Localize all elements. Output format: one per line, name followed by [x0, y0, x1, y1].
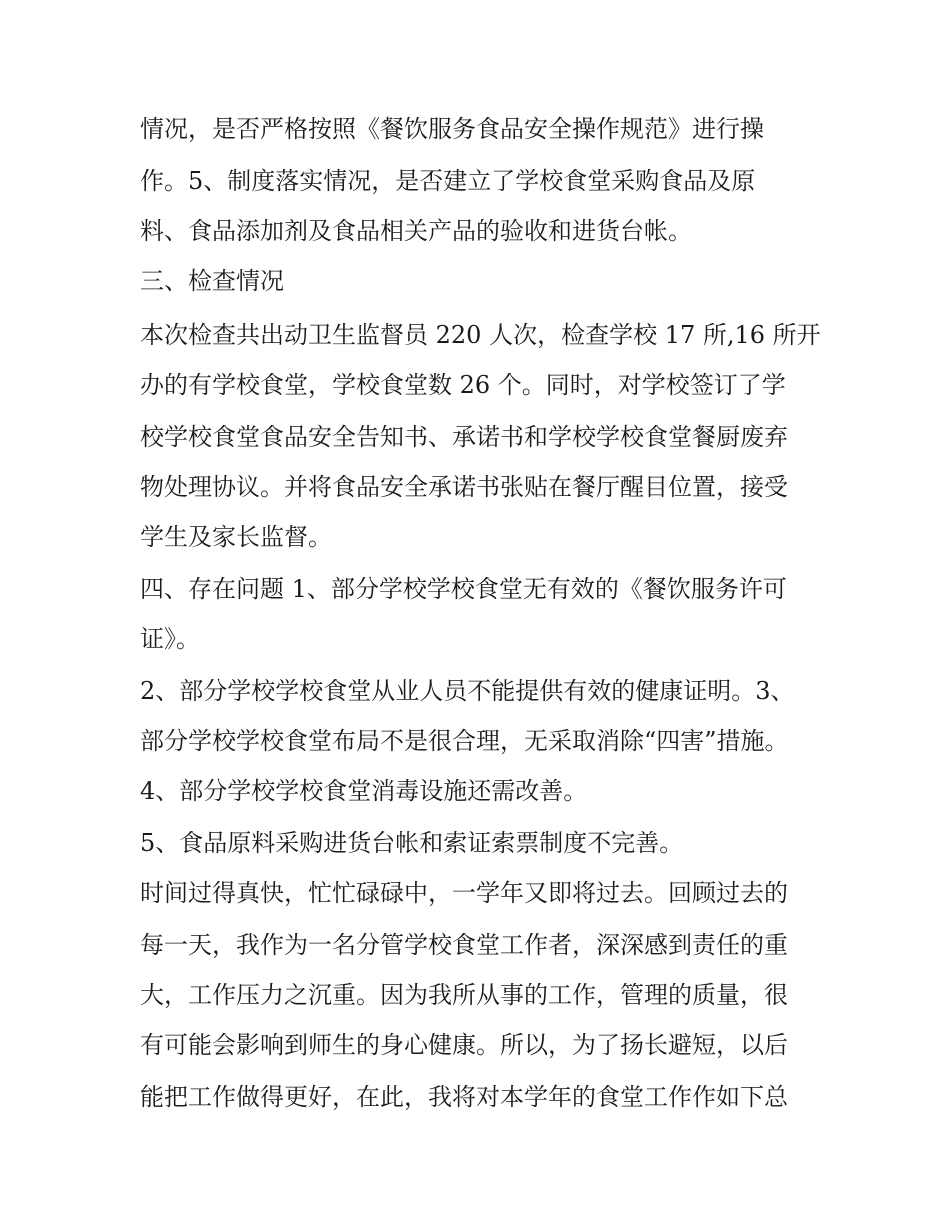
- text-line: 能把工作做得更好，在此，我将对本学年的食堂工作作如下总: [140, 1083, 788, 1111]
- text-line: 料、食品添加剂及食品相关产品的验收和进货台帐。: [140, 217, 692, 245]
- text-line: 情况，是否严格按照《餐饮服务食品安全操作规范》进行操: [140, 115, 764, 143]
- text-line: 大，工作压力之沉重。因为我所从事的工作，管理的质量，很: [140, 981, 788, 1009]
- text-line: 学生及家长监督。: [140, 523, 332, 551]
- text-line: 4、部分学校学校食堂消毒设施还需改善。: [140, 777, 588, 805]
- text-line: 有可能会影响到师生的身心健康。所以，为了扬长避短，以后: [140, 1031, 788, 1059]
- section-heading: 三、检查情况: [140, 267, 284, 295]
- text-line: 校学校食堂食品安全告知书、承诺书和学校学校食堂餐厨废弃: [140, 423, 788, 451]
- text-line: 本次检查共出动卫生监督员 220 人次，检查学校 17 所,16 所开: [140, 321, 821, 349]
- text-line: 5、食品原料采购进货台帐和索证索票制度不完善。: [140, 829, 684, 857]
- text-line: 办的有学校食堂，学校食堂数 26 个。同时，对学校签订了学: [140, 371, 786, 399]
- text-line: 每一天，我作为一名分管学校食堂工作者，深深感到责任的重: [140, 931, 788, 959]
- text-line: 2、部分学校学校食堂从业人员不能提供有效的健康证明。3、: [140, 677, 795, 705]
- section-heading: 四、存在问题 1、部分学校学校食堂无有效的《餐饮服务许可: [140, 575, 787, 603]
- text-line: 部分学校学校食堂布局不是很合理，无采取消除“四害”措施。: [140, 727, 789, 755]
- text-line: 作。5、制度落实情况，是否建立了学校食堂采购食品及原: [140, 167, 756, 195]
- text-line: 证》。: [140, 625, 200, 653]
- text-line: 物处理协议。并将食品安全承诺书张贴在餐厅醒目位置，接受: [140, 473, 788, 501]
- text-line: 时间过得真快，忙忙碌碌中，一学年又即将过去。回顾过去的: [140, 879, 788, 907]
